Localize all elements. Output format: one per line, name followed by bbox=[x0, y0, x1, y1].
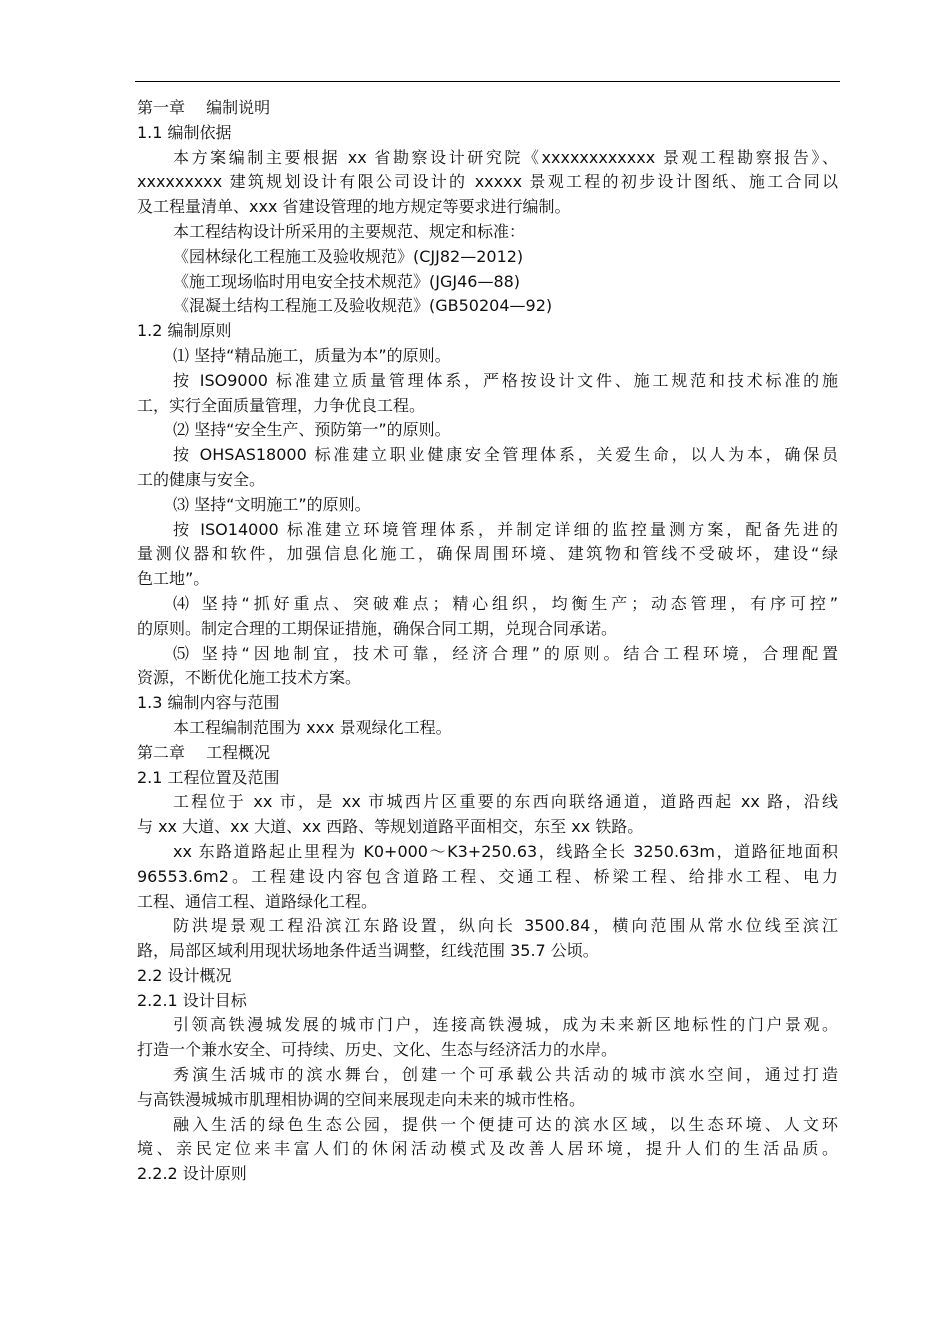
text-line: 色工地”。 bbox=[137, 569, 210, 589]
text-line: 与高铁漫城城市肌理相协调的空间来展现走向未来的城市性格。 bbox=[137, 1089, 586, 1109]
text-line: 本工程编制范围为 xxx 景观绿化工程。 bbox=[173, 717, 452, 737]
text-line: 量测仪器和软件，加强信息化施工，确保周围环境、建筑物和管线不受破坏，建设“绿 bbox=[137, 544, 838, 564]
text-line: ⑶ 坚持“文明施工”的原则。 bbox=[173, 494, 371, 514]
header-rule bbox=[135, 81, 840, 82]
text-line: 工，实行全面质量管理，力争优良工程。 bbox=[137, 395, 426, 415]
text-line: 按 ISO14000 标准建立环境管理体系，并制定详细的监控量测方案，配备先进的 bbox=[173, 519, 838, 539]
text-line: 《混凝土结构工程施工及验收规范》(GB50204—92) bbox=[173, 296, 553, 316]
text-line: 与 xx 大道、xx 大道、xx 西路、等规划道路平面相交，东至 xx 铁路。 bbox=[137, 817, 644, 837]
text-line: xx 东路道路起止里程为 K0+000～K3+250.63，线路全长 3250.63m，道路征地面积 bbox=[173, 841, 838, 861]
text-line: 96553.6m2。工程建设内容包含道路工程、交通工程、桥梁工程、给排水工程、电力 bbox=[137, 866, 838, 886]
text-line: 境、亲民定位来丰富人们的休闲活动模式及改善人居环境，提升人们的生活品质。 bbox=[137, 1139, 838, 1159]
text-line: 《园林绿化工程施工及验收规范》(CJJ82—2012) bbox=[173, 246, 524, 266]
text-line: 工程、通信工程、道路绿化工程。 bbox=[137, 891, 378, 911]
text-line: 1.1 编制依据 bbox=[137, 122, 232, 142]
text-line: 本工程结构设计所采用的主要规范、规定和标准： bbox=[173, 221, 526, 241]
text-line: 资源，不断优化施工技术方案。 bbox=[137, 668, 362, 688]
text-line: 《施工现场临时用电安全技术规范》(JGJ46—88) bbox=[173, 271, 521, 291]
text-line: 2.2 设计概况 bbox=[137, 965, 232, 985]
text-line: 按 ISO9000 标准建立质量管理体系，严格按设计文件、施工规范和技术标准的施 bbox=[173, 370, 838, 390]
text-line: 及工程量清单、xxx 省建设管理的地方规定等要求进行编制。 bbox=[137, 197, 571, 217]
text-line: ⑵ 坚持“安全生产、预防第一”的原则。 bbox=[173, 420, 451, 440]
text-line: 的原则。制定合理的工期保证措施，确保合同工期，兑现合同承诺。 bbox=[137, 618, 618, 638]
text-line: 2.2.1 设计目标 bbox=[137, 990, 247, 1010]
text-line: ⑷ 坚持“抓好重点、突破难点；精心组织，均衡生产；动态管理，有序可控” bbox=[173, 593, 838, 613]
text-line: 防洪堤景观工程沿滨江东路设置，纵向长 3500.84，横向范围从常水位线至滨江 bbox=[173, 916, 838, 936]
text-line: 2.2.2 设计原则 bbox=[137, 1164, 247, 1184]
text-line: 2.1 工程位置及范围 bbox=[137, 767, 280, 787]
text-line: ⑸ 坚持“因地制宜，技术可靠，经济合理”的原则。结合工程环境，合理配置 bbox=[173, 643, 838, 663]
text-line: ⑴ 坚持“精品施工，质量为本”的原则。 bbox=[173, 345, 451, 365]
text-line: 第一章 编制说明 bbox=[137, 98, 271, 117]
text-line: 按 OHSAS18000 标准建立职业健康安全管理体系，关爱生命，以人为本，确保员 bbox=[173, 445, 838, 465]
text-line: 秀演生活城市的滨水舞台，创建一个可承载公共活动的城市滨水空间，通过打造 bbox=[173, 1065, 838, 1085]
text-line: 融入生活的绿色生态公园，提供一个便捷可达的滨水区域，以生态环境、人文环 bbox=[173, 1114, 838, 1134]
text-line: 1.2 编制原则 bbox=[137, 321, 232, 341]
text-line: 打造一个兼水安全、可持续、历史、文化、生态与经济活力的水岸。 bbox=[137, 1040, 618, 1060]
text-line: xxxxxxxxx 建筑规划设计有限公司设计的 xxxxx 景观工程的初步设计图纸、施工合同以 bbox=[137, 172, 838, 192]
document-body bbox=[137, 96, 838, 1187]
text-line: 第二章 工程概况 bbox=[137, 742, 271, 762]
text-line: 工程位于 xx 市，是 xx 市城西片区重要的东西向联络通道，道路西起 xx 路，沿线 bbox=[173, 792, 838, 812]
text-line: 路，局部区域利用现状场地条件适当调整，红线范围 35.7 公顷。 bbox=[137, 941, 599, 961]
text-line: 本方案编制主要根据 xx 省勘察设计研究院《xxxxxxxxxxxx 景观工程勘察报告》、 bbox=[173, 147, 838, 167]
text-line: 工的健康与安全。 bbox=[137, 469, 266, 489]
text-line: 1.3 编制内容与范围 bbox=[137, 693, 280, 713]
text-line: 引领高铁漫城发展的城市门户，连接高铁漫城，成为未来新区地标性的门户景观。 bbox=[173, 1015, 838, 1035]
